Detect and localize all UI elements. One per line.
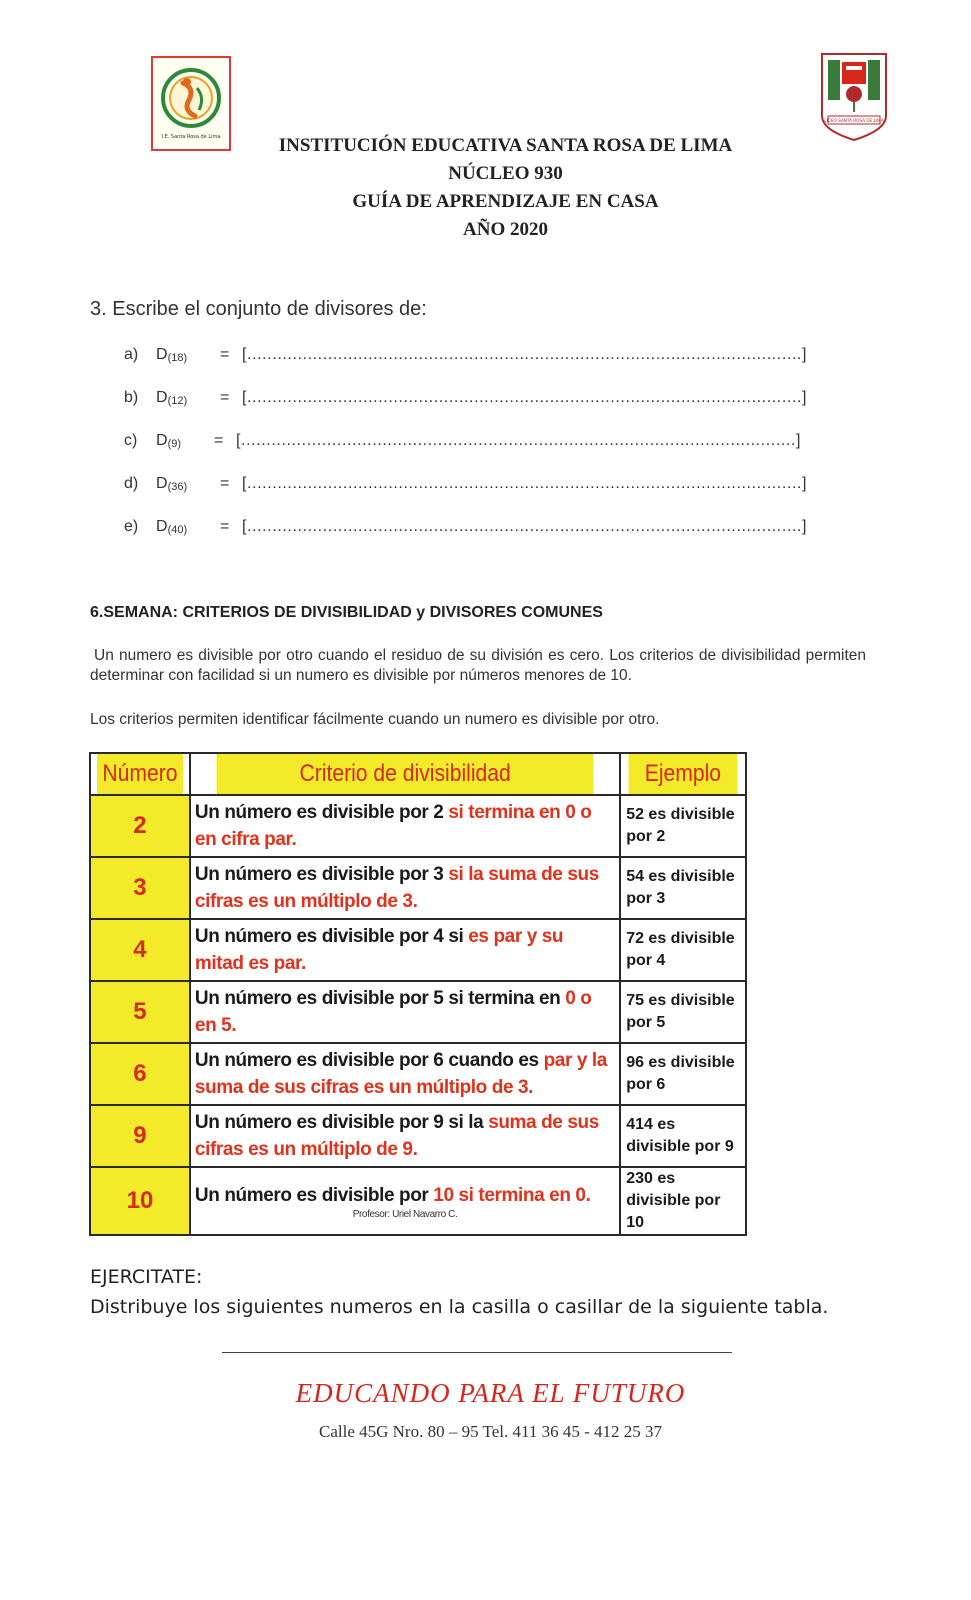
row-number: 5 <box>90 981 190 1043</box>
equals: = <box>214 432 224 449</box>
answer-blank[interactable]: [..............................................................................................................] <box>236 432 802 449</box>
footer-address: Calle 45G Nro. 80 – 95 Tel. 411 36 45 - 412 25 37 <box>318 1422 663 1441</box>
school-crest-right <box>818 50 890 142</box>
divisor-function: $D_{(12)}$ <box>156 389 188 407</box>
divisor-item <box>124 432 801 450</box>
footer-motto: EDUCANDO PARA EL FUTURO <box>295 1378 686 1408</box>
table-row <box>90 1105 746 1167</box>
divisibility-table <box>89 752 747 1236</box>
divisor-item <box>124 346 807 364</box>
equals: = <box>220 475 230 492</box>
row-number: 10 <box>90 1167 190 1235</box>
question-title: 3. Escribe el conjunto de divisores de: <box>90 298 427 320</box>
divisor-item <box>124 389 807 407</box>
institution-name: INSTITUCIÓN EDUCATIVA SANTA ROSA DE LIMA <box>278 135 733 156</box>
year: AÑO 2020 <box>463 219 548 240</box>
exercise-instructions: Distribuye los siguientes numeros en la casilla o casillar de la siguiente tabla. <box>90 1296 829 1318</box>
divisor-item <box>124 475 807 493</box>
intro-paragraph: Un numero es divisible por otro cuando el residuo de su división es cero. Los criterios de divisibilidad permiten determinar con facilidad si un numero es divisible por números menores de 10. <box>90 647 866 684</box>
header-number: Número <box>96 753 184 795</box>
row-criterion: Un número es divisible por 5 si termina en 0 o en 5. <box>190 981 620 1043</box>
row-example: 72 es divisible por 4 <box>620 919 746 981</box>
equals: = <box>220 518 230 535</box>
divisor-function: $D_{(18)}$ <box>156 346 188 364</box>
row-example: 75 es divisible por 5 <box>620 981 746 1043</box>
row-number: 4 <box>90 919 190 981</box>
row-criterion: Un número es divisible por 2 si termina en 0 o en cifra par. <box>190 795 620 857</box>
header-example: Ejemplo <box>628 753 739 795</box>
table-row <box>90 1043 746 1105</box>
answer-blank[interactable]: [..............................................................................................................] <box>242 518 808 535</box>
table-header-row <box>90 753 746 795</box>
row-number: 3 <box>90 857 190 919</box>
item-label: d) <box>124 475 139 492</box>
divisor-function: $D_{(9)}$ <box>156 432 182 450</box>
row-example: 414 es divisible por 9 <box>620 1105 746 1167</box>
crest-icon <box>818 50 890 142</box>
row-criterion: Un número es divisible por 6 cuando es par y la suma de sus cifras es un múltiplo de 3. <box>190 1043 620 1105</box>
svg-text:LICEO SANTA ROSA DE LIMA: LICEO SANTA ROSA DE LIMA <box>824 118 884 123</box>
item-label: a) <box>124 346 139 363</box>
svg-text:I.E. Santa Rosa de Lima: I.E. Santa Rosa de Lima <box>161 134 221 140</box>
header-criterion: Criterio de divisibilidad <box>216 753 595 795</box>
exercise-title: EJERCITATE: <box>90 1266 203 1288</box>
row-example: 52 es divisible por 2 <box>620 795 746 857</box>
item-label: b) <box>124 389 139 406</box>
table-row <box>90 857 746 919</box>
item-label: c) <box>124 432 138 449</box>
row-number: 2 <box>90 795 190 857</box>
item-label: e) <box>124 518 139 535</box>
row-criterion: Un número es divisible por 4 si es par y su mitad es par. <box>190 919 620 981</box>
row-example: 230 es divisible por 10 <box>620 1167 746 1235</box>
table-row <box>90 795 746 857</box>
divisor-function: $D_{(40)}$ <box>156 518 188 536</box>
row-example: 96 es divisible por 6 <box>620 1043 746 1105</box>
exercise-section <box>90 1262 828 1322</box>
row-criterion: Un número es divisible por 10 si termina en 0. Profesor: Uriel Navarro C. <box>190 1167 620 1235</box>
criteria-paragraph: Los criterios permiten identificar fácilmente cuando un numero es divisible por otro. <box>90 711 660 728</box>
footer-divider <box>222 1352 732 1353</box>
teacher-credit: Profesor: Uriel Navarro C. <box>352 1208 458 1220</box>
answer-blank[interactable]: [..............................................................................................................] <box>242 475 808 492</box>
document-header <box>0 132 971 244</box>
equals: = <box>220 389 230 406</box>
row-number: 9 <box>90 1105 190 1167</box>
table-row <box>90 981 746 1043</box>
row-number: 6 <box>90 1043 190 1105</box>
row-criterion: Un número es divisible por 3 si la suma de sus cifras es un múltiplo de 3. <box>190 857 620 919</box>
week-title: 6.SEMANA: CRITERIOS DE DIVISIBILIDAD y DIVISORES COMUNES <box>90 604 603 621</box>
row-criterion: Un número es divisible por 9 si la suma de sus cifras es un múltiplo de 9. <box>190 1105 620 1167</box>
divisor-function: $D_{(36)}$ <box>156 475 188 493</box>
answer-blank[interactable]: [..............................................................................................................] <box>242 389 808 406</box>
guide-title: GUÍA DE APRENDIZAJE EN CASA <box>352 191 659 212</box>
nucleus: NÚCLEO 930 <box>448 163 563 184</box>
answer-blank[interactable]: [..............................................................................................................] <box>242 346 808 363</box>
table-row <box>90 1167 746 1235</box>
divisor-item <box>124 518 807 536</box>
equals: = <box>220 346 230 363</box>
row-example: 54 es divisible por 3 <box>620 857 746 919</box>
table-row <box>90 919 746 981</box>
